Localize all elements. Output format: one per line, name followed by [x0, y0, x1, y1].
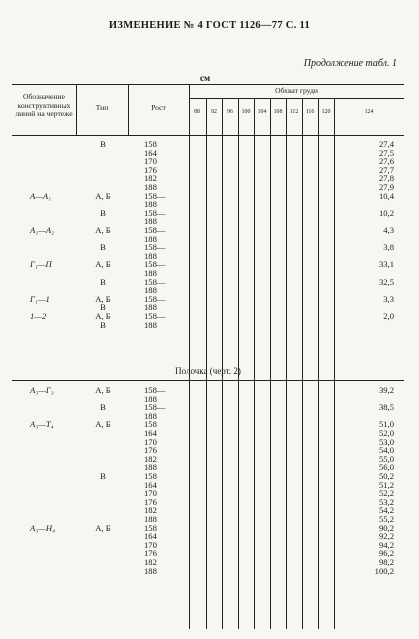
row-height: 170: [144, 436, 157, 447]
row-height: 158—: [144, 293, 166, 304]
row-value: 10,2: [378, 207, 394, 218]
row-height: 158—: [144, 385, 166, 395]
row-value: 27,5: [378, 147, 394, 158]
unit-label: см: [200, 73, 211, 83]
row-height: 182: [144, 453, 157, 464]
row-value: 96,2: [378, 548, 394, 559]
row-height: 188: [144, 393, 157, 404]
row-value: 33,1: [378, 259, 394, 270]
chest-size-116: 116: [305, 109, 315, 115]
row-value: 53,0: [378, 436, 394, 447]
section-rule: [12, 380, 404, 381]
row-value: 53,2: [378, 496, 394, 507]
row-value: 38,5: [378, 402, 394, 413]
row-height: 188: [144, 302, 157, 313]
chest-size-92: 92: [211, 109, 217, 115]
row-value: 27,4: [378, 139, 394, 149]
row-value: 32,5: [378, 276, 394, 287]
row-height: 176: [144, 445, 157, 456]
row-value: 3,3: [383, 293, 394, 304]
row-type: В: [100, 207, 106, 218]
row-value: 100,2: [374, 565, 394, 576]
row-height: 158—: [144, 225, 166, 235]
row-height: 188: [144, 410, 157, 421]
row-value: 90,2: [378, 522, 394, 533]
row-type: В: [100, 276, 106, 287]
chest-size-108: 108: [273, 109, 283, 115]
row-type: В: [100, 471, 106, 481]
row-type: А, Б: [95, 225, 111, 235]
row-height: 164: [144, 428, 157, 438]
row-height: 188: [144, 216, 157, 227]
chest-col-line: [286, 98, 287, 629]
row-designation: А—А₁: [30, 190, 52, 201]
chest-size-120: 120: [321, 109, 331, 115]
row-type: А, Б: [95, 311, 111, 321]
row-height: 158: [144, 471, 157, 481]
row-value: 27,7: [378, 164, 394, 175]
row-value: 52,0: [378, 428, 394, 438]
row-height: 188: [144, 182, 157, 192]
header-bottom-rule: [12, 135, 404, 136]
row-height: 188: [144, 268, 157, 278]
row-type: В: [100, 319, 106, 330]
row-value: 54,0: [378, 445, 394, 456]
row-height: 176: [144, 496, 157, 507]
section-title: Полочка (черт. 2): [175, 366, 241, 376]
row-value: 50,2: [378, 471, 394, 481]
chest-col-line: [302, 98, 303, 629]
row-value: 3,8: [383, 242, 394, 253]
row-height: 188: [144, 233, 157, 244]
measurement-table: [12, 84, 404, 629]
chest-size-104: 104: [257, 109, 267, 115]
row-height: 176: [144, 164, 157, 175]
row-height: 158—: [144, 242, 166, 253]
row-type: В: [100, 302, 106, 313]
row-value: 4,3: [383, 225, 394, 235]
row-height: 182: [144, 173, 157, 184]
row-value: 55,0: [378, 453, 394, 464]
row-value: 27,6: [378, 156, 394, 167]
chest-size-124: 124: [364, 109, 374, 115]
row-designation: А₃—Н₄: [30, 522, 56, 533]
row-height: 188: [144, 250, 157, 261]
row-designation: А₃—Г₃: [30, 385, 54, 395]
row-height: 164: [144, 531, 157, 542]
row-height: 158—: [144, 311, 166, 321]
chest-size-112: 112: [289, 109, 299, 115]
row-type: В: [100, 402, 106, 413]
row-value: 10,4: [378, 190, 394, 201]
row-height: 158: [144, 139, 157, 149]
header-type: Тип: [95, 103, 109, 112]
chest-col-line: [238, 98, 239, 629]
row-type: А, Б: [95, 419, 111, 430]
row-type: А, Б: [95, 190, 111, 201]
row-height: 188: [144, 285, 157, 296]
row-height: 182: [144, 505, 157, 516]
row-designation: А₃—Т₄: [30, 419, 54, 430]
row-height: 176: [144, 548, 157, 559]
page-title: ИЗМЕНЕНИЕ № 4 ГОСТ 1126—77 С. 11: [108, 20, 311, 31]
row-type: А, Б: [95, 293, 111, 304]
row-height: 158—: [144, 259, 166, 270]
row-height: 158—: [144, 190, 166, 201]
row-height: 164: [144, 147, 157, 158]
row-height: 158—: [144, 207, 166, 218]
row-value: 54,2: [378, 505, 394, 516]
row-value: 55,2: [378, 514, 394, 524]
row-type: В: [100, 242, 106, 253]
row-value: 98,2: [378, 557, 394, 567]
row-height: 188: [144, 514, 157, 524]
header-designation: Обозначение конструктивных линий на чертеже: [15, 92, 73, 119]
row-type: А, Б: [95, 522, 111, 533]
row-height: 164: [144, 479, 157, 490]
row-value: 27,8: [378, 173, 394, 184]
chest-col-line: [222, 98, 223, 629]
row-height: 158: [144, 522, 157, 533]
row-value: 51,2: [378, 479, 394, 490]
height-col-line: [189, 135, 190, 629]
row-value: 56,0: [378, 462, 394, 473]
chest-col-line: [254, 98, 255, 629]
chest-size-96: 96: [227, 109, 233, 115]
row-height: 158—: [144, 276, 166, 287]
row-designation: Г₁—1: [30, 293, 50, 304]
table-top-rule: [12, 84, 404, 85]
chest-col-line: [318, 98, 319, 629]
row-height: 188: [144, 462, 157, 473]
row-value: 2,0: [383, 311, 394, 321]
row-value: 92,2: [378, 531, 394, 542]
row-height: 158—: [144, 402, 166, 413]
row-height: 188: [144, 199, 157, 210]
row-height: 170: [144, 539, 157, 550]
row-height: 170: [144, 156, 157, 167]
chest-col-line: [206, 98, 207, 629]
chest-col-line: [270, 98, 271, 629]
row-type: А, Б: [95, 259, 111, 270]
row-designation: Г₁—П: [30, 259, 52, 270]
row-height: 182: [144, 557, 157, 567]
row-value: 51,0: [378, 419, 394, 430]
row-value: 27,9: [378, 182, 394, 192]
row-type: В: [100, 139, 106, 149]
row-designation: А₁—А₂: [30, 225, 55, 235]
header-chest: Обхват груди: [275, 86, 318, 95]
chest-size-88: 88: [194, 109, 200, 115]
row-height: 158: [144, 419, 157, 430]
row-value: 94,2: [378, 539, 394, 550]
row-value: 39,2: [378, 385, 394, 395]
row-type: А, Б: [95, 385, 111, 395]
continuation-label: Продолжение табл. 1: [303, 58, 397, 69]
row-value: 52,2: [378, 488, 394, 499]
chest-size-100: 100: [241, 109, 251, 115]
header-height: Рост: [151, 103, 166, 112]
row-designation: 1—2: [30, 311, 47, 321]
row-height: 188: [144, 319, 157, 330]
row-height: 188: [144, 565, 157, 576]
row-height: 170: [144, 488, 157, 499]
